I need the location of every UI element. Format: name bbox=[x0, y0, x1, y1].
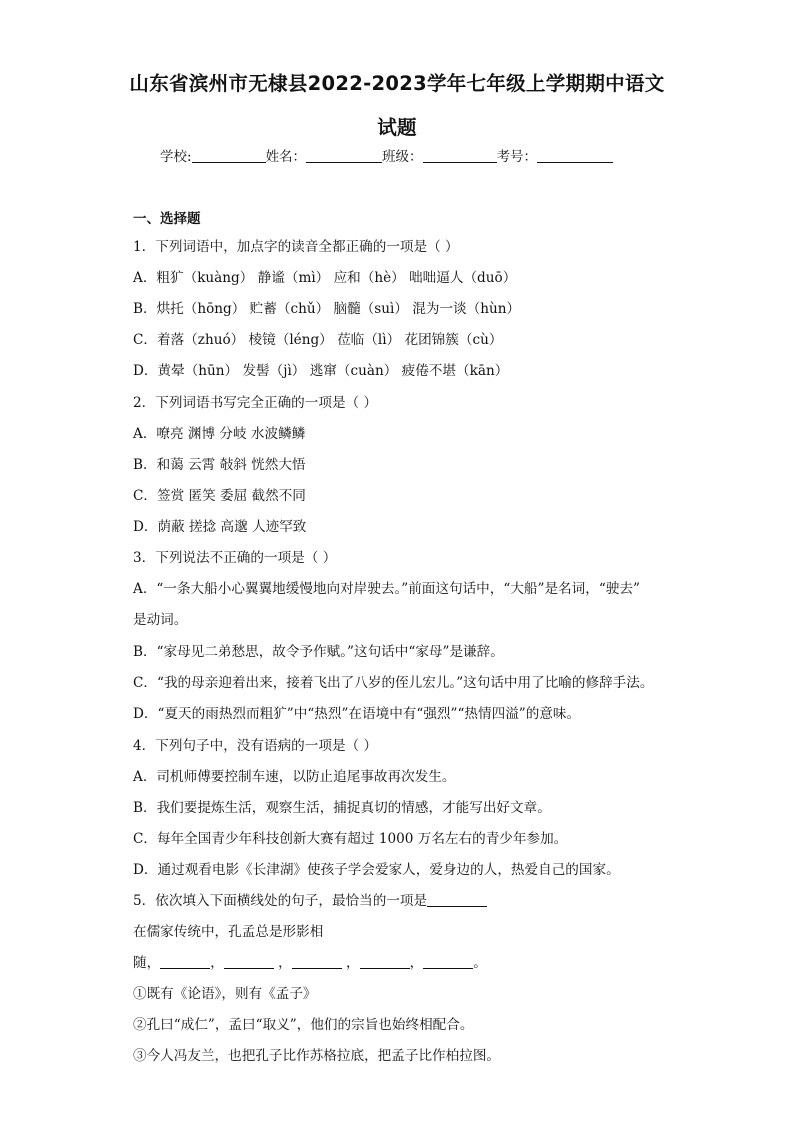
answer-blank[interactable] bbox=[427, 892, 487, 907]
option-line: C．着落（zhuó） 棱镜（léng） 莅临（lì） 花团锦簇（cù） bbox=[133, 332, 503, 348]
question-line: 1．下列词语中，加点字的读音全都正确的一项是（ ） bbox=[133, 239, 459, 255]
class-label: 班级： bbox=[382, 149, 423, 165]
student-info-row bbox=[160, 145, 613, 165]
option-line: A．粗犷（kuàng） 静谧（mì） 应和（hè） 咄咄逼人（duō） bbox=[133, 270, 517, 286]
option-line: A．“一条大船小心翼翼地缓慢地向对岸驶去。”前面这句话中，“大船”是名词，“驶去” bbox=[133, 581, 640, 597]
option-line: B．我们要提炼生活，观察生活，捕捉真切的情感，才能写出好文章。 bbox=[133, 800, 551, 816]
option-line: C．每年全国青少年科技创新大赛有超过 1000 万名左右的青少年参加。 bbox=[133, 831, 568, 847]
question-line: 4．下列句子中，没有语病的一项是（ ） bbox=[133, 738, 378, 754]
number-blank[interactable] bbox=[537, 148, 613, 163]
passage-line: 在儒家传统中，孔孟总是形影相 bbox=[133, 924, 324, 940]
exam-title-line2: 试题 bbox=[377, 116, 417, 139]
passage-blanks-line: 随， ， ， ， ， 。 bbox=[133, 955, 487, 971]
question-line bbox=[133, 889, 487, 909]
class-blank[interactable] bbox=[423, 148, 497, 163]
option-line: D．黄晕（hūn） 发髻（jì） 逃窜（cuàn） 疲倦不堪（kān） bbox=[133, 363, 509, 379]
option-line-continued: 是动词。 bbox=[133, 612, 188, 628]
fill-blank-4[interactable] bbox=[360, 954, 410, 969]
option-line: B．和蔼 云霄 敧斜 恍然大悟 bbox=[133, 457, 306, 473]
section-title: 一、选择题 bbox=[133, 211, 201, 227]
fill-blank-1[interactable] bbox=[160, 954, 210, 969]
option-line: A．司机师傅要控制车速，以防止追尾事故再次发生。 bbox=[133, 769, 456, 785]
sentence-option: ②孔曰“成仁”，孟曰“取义”，他们的宗旨也始终相配合。 bbox=[133, 1017, 474, 1033]
fill-blank-3[interactable] bbox=[292, 954, 342, 969]
passage-line-start: 随， bbox=[133, 955, 161, 971]
fill-blank-2[interactable] bbox=[224, 954, 274, 969]
name-blank[interactable] bbox=[306, 148, 382, 163]
question-5-text: 5．依次填入下面横线处的句子，最恰当的一项是 bbox=[133, 893, 428, 909]
option-line: B．“家母见二弟愁思，故令予作赋。”这句话中“家母”是谦辞。 bbox=[133, 644, 504, 660]
option-line: B．烘托（hōng） 贮蓄（chǔ） 脑髓（suì） 混为一谈（hùn） bbox=[133, 301, 521, 317]
name-label: 姓名： bbox=[265, 149, 307, 165]
sentence-option: ①既有《论语》，则有《孟子》 bbox=[133, 986, 317, 1002]
question-line: 2．下列词语书写完全正确的一项是（ ） bbox=[133, 395, 378, 411]
option-line: D．通过观看电影《长津湖》使孩子学会爱家人，爱身边的人，热爱自己的国家。 bbox=[133, 862, 620, 878]
fill-blank-5[interactable] bbox=[423, 954, 473, 969]
exam-title-line1: 山东省滨州市无棣县2022-2023学年七年级上学期期中语文 bbox=[129, 72, 665, 95]
number-label: 考号： bbox=[496, 149, 538, 165]
option-line: C．签赏 匿笑 委屈 截然不同 bbox=[133, 488, 306, 504]
school-label: 学校: bbox=[160, 149, 192, 165]
question-line: 3．下列说法不正确的一项是（ ） bbox=[133, 550, 337, 566]
option-line: D．“夏天的雨热烈而粗犷”中“热烈”在语境中有“强烈”“热情四溢”的意味。 bbox=[133, 706, 581, 722]
option-line: C．“我的母亲迎着出来，接着飞出了八岁的侄儿宏儿。”这句话中用了比喻的修辞手法。 bbox=[133, 675, 654, 691]
school-blank[interactable] bbox=[192, 148, 266, 163]
sentence-option: ③今人冯友兰，也把孔子比作苏格拉底，把孟子比作柏拉图。 bbox=[133, 1048, 501, 1064]
option-line: D．荫蔽 搓捻 高邈 人迹罕致 bbox=[133, 519, 307, 535]
option-line: A．嘹亮 渊博 分岐 水波鳞鳞 bbox=[133, 426, 306, 442]
